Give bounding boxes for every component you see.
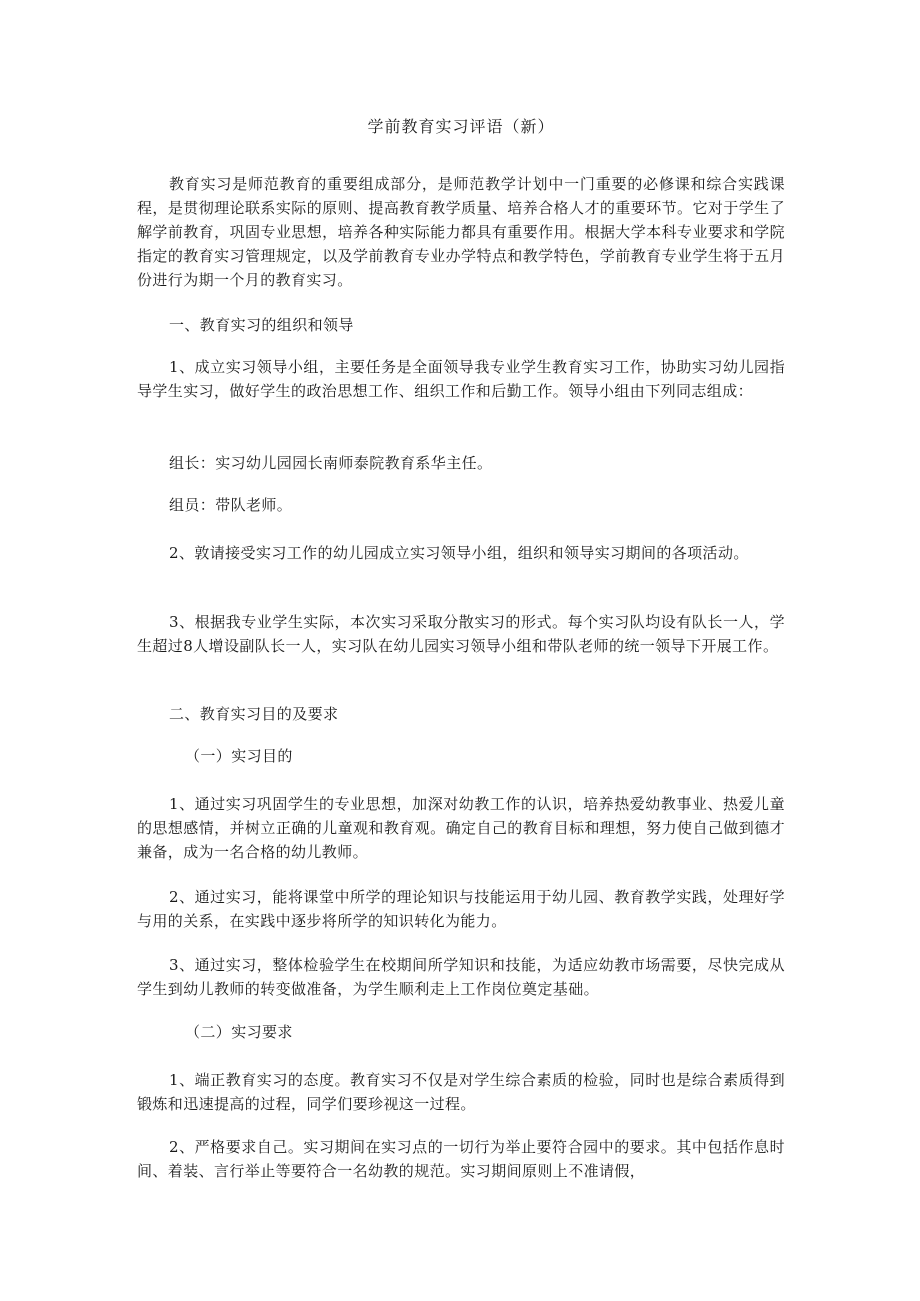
section-heading-1: 一、教育实习的组织和领导 [169, 316, 354, 334]
subsection-heading-1: （一）实习目的 [185, 747, 293, 765]
paragraph-leader: 组长：实习幼儿园园长南师泰院教育系华主任。 [169, 454, 493, 472]
subsection-heading-2: （二）实习要求 [185, 1023, 293, 1041]
paragraph-2-3: 3、通过实习，整体检验学生在校期间所学知识和技能，为适应幼教市场需要，尽快完成从学生到幼儿教师的转变做准备，为学生顺利走上工作岗位奠定基础。 [137, 956, 785, 998]
document-title: 学前教育实习评语（新） [367, 117, 555, 136]
paragraph-members: 组员：带队老师。 [169, 496, 293, 514]
paragraph-3-2: 2、严格要求自己。实习期间在实习点的一切行为举止要符合园中的要求。其中包括作息时间、着装、言行举止等要符合一名幼教的规范。实习期间原则上不准请假， [137, 1138, 785, 1180]
intro-paragraph: 教育实习是师范教育的重要组成部分，是师范教学计划中一门重要的必修课和综合实践课程，是贯彻理论联系实际的原则、提高教育教学质量、培养合格人才的重要环节。它对于学生了解学前教育，巩固专业思想，培养各种实际能力都具有重要作用。根据大学本科专业要求和学院指定的教育实习管理规定，以及学前教育专业办学特点和教学特色，学前教育专业学生将于五月份进行为期一个月的教育实习。 [137, 175, 785, 289]
paragraph-2-2: 2、通过实习，能将课堂中所学的理论知识与技能运用于幼儿园、教育教学实践，处理好学与用的关系，在实践中逐步将所学的知识转化为能力。 [137, 888, 785, 930]
paragraph-1-2: 2、敦请接受实习工作的幼儿园成立实习领导小组，组织和领导实习期间的各项活动。 [169, 544, 749, 562]
paragraph-1-1: 1、成立实习领导小组，主要任务是全面领导我专业学生教育实习工作，协助实习幼儿园指导学生实习，做好学生的政治思想工作、组织工作和后勤工作。领导小组由下列同志组成： [137, 358, 785, 400]
paragraph-3-1: 1、端正教育实习的态度。教育实习不仅是对学生综合素质的检验，同时也是综合素质得到锻炼和迅速提高的过程，同学们要珍视这一过程。 [137, 1071, 785, 1113]
section-heading-2: 二、教育实习目的及要求 [169, 705, 339, 723]
paragraph-2-1: 1、通过实习巩固学生的专业思想，加深对幼教工作的认识，培养热爱幼教事业、热爱儿童的思想感情，并树立正确的儿童观和教育观。确定自己的教育目标和理想，努力使自己做到德才兼备，成为一名合格的幼儿教师。 [137, 795, 785, 861]
paragraph-1-3: 3、根据我专业学生实际，本次实习采取分散实习的形式。每个实习队均设有队长一人，学生超过8人增设副队长一人，实习队在幼儿园实习领导小组和带队老师的统一领导下开展工作。 [137, 613, 785, 655]
